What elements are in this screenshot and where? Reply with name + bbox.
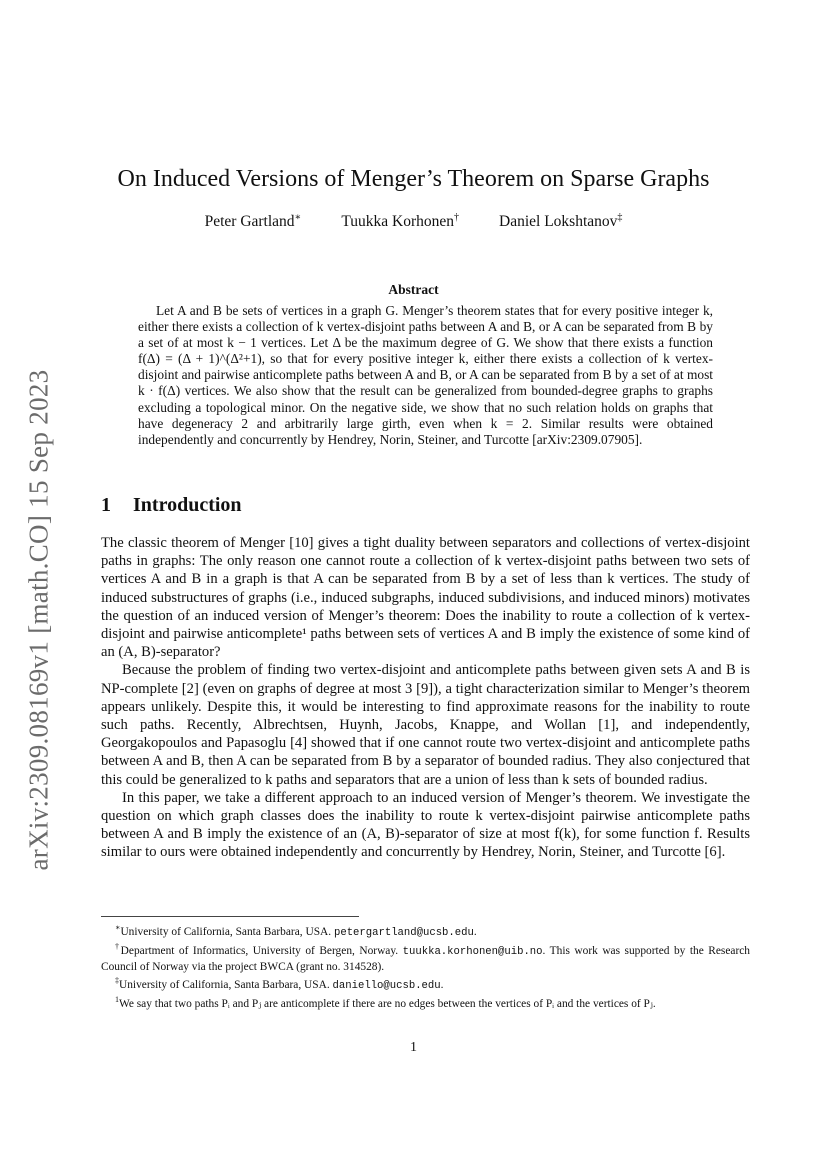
section-title: Introduction xyxy=(133,494,242,516)
section-number: 1 xyxy=(101,494,111,516)
section-heading xyxy=(101,494,242,517)
paper-title: On Induced Versions of Menger’s Theorem on Sparse Graphs xyxy=(117,166,710,192)
paragraph-2: Because the problem of finding two vertex-disjoint and anticomplete paths between given sets A and B is NP-complete [2] (even on graphs of degree at most 3 [9]), a tight characterization similar to Menger’s theorem appears unlikely. Despite this, it would be interesting to find approximate reasons for the inability to route such paths. Recently, Albrechtsen, Huynh, Jacobs, Knappe, and Wollan [1], and independently, Georgakopoulos and Papasoglu [4] showed that if one cannot route two vertex-disjoint and anticomplete paths between A and B, then A can be separated from B by a separator of bounded radius. They also conjectured that this could be generalized to k paths and separators that are a union of less than k sets of bounded radius. xyxy=(101,662,750,788)
email-link[interactable]: petergartland@ucsb.edu xyxy=(333,926,474,939)
footnote-2: †Department of Informatics, University of Bergen, Norway. tuukka.korhonen@uib.no. This work was supported by the Research Council of Norway via the project BWCA (grant no. 314528). xyxy=(101,942,750,973)
footnotes xyxy=(101,921,750,1012)
paragraph-1: The classic theorem of Menger [10] gives a tight duality between separators and collections of vertex-disjoint paths in graphs: The only reason one cannot route a collection of k vertex-disjoint paths between two sets of vertices A and B in a graph is that A can be separated from B by a set of less than k vertices. The study of induced substructures of graphs (i.e., induced subgraphs, induced subdivisions, and induced minors) motivates the question of an induced version of Menger’s theorem: Does the inability to route a collection of k vertex-disjoint and pairwise anticomplete¹ paths between sets of vertices A and B imply the existence of some kind of an (A, B)-separator? xyxy=(101,535,750,661)
email-link[interactable]: tuukka.korhonen@uib.no xyxy=(402,946,543,959)
abstract-text: Let A and B be sets of vertices in a graph G. Menger’s theorem states that for every positive integer k, either there exists a collection of k vertex-disjoint paths between A and B, or A can be separated from B by a set of at most k − 1 vertices. Let Δ be the maximum degree of G. We show that there exists a function f(Δ) = (Δ + 1)^(Δ²+1), so that for every positive integer k, either there exists a collection of k vertex-disjoint and pairwise anticomplete paths between A and B, or A can be separated from B by a set of at most k · f(Δ) vertices. We also show that the result can be generalized from bounded-degree graphs to graphs excluding a topological minor. On the negative side, we show that no such relation holds on graphs that have degeneracy 2 and arbitrarily large girth, even when k = 2. Similar results were obtained independently and concurrently by Hendrey, Norin, Steiner, and Turcotte [arXiv:2309.07905]. xyxy=(138,303,713,447)
body-text xyxy=(101,534,750,862)
arxiv-identifier: arXiv:2309.08169v1 [math.CO] 15 Sep 2023 xyxy=(23,369,54,871)
paragraph-3: In this paper, we take a different approach to an induced version of Menger’s theorem. We investigate the question on which graph classes does the inability to route k vertex-disjoint pairwise anticomplete paths between A and B imply the existence of an (A, B)-separator of size at most f(k), for some function f. Results similar to ours were obtained independently and concurrently by Hendrey, Norin, Steiner, and Turcotte [6]. xyxy=(101,789,750,861)
abstract-heading: Abstract xyxy=(388,282,439,297)
author-3: Daniel Lokshtanov‡ xyxy=(499,212,623,231)
arxiv-sidebar-stamp xyxy=(14,340,64,900)
email-link[interactable]: daniello@ucsb.edu xyxy=(332,979,441,992)
author-2: Tuukka Korhonen† xyxy=(341,212,460,231)
footnote-4: $^1$We say that two paths Pᵢ and Pⱼ are anticomplete if there are no edges between the vertices of Pᵢ and the vertices of Pⱼ. xyxy=(115,995,656,1011)
page-number: 1 xyxy=(410,1040,417,1055)
author-1: Peter Gartland∗ xyxy=(204,212,302,231)
footnote-3: ‡University of California, Santa Barbara, USA. daniello@ucsb.edu. xyxy=(115,976,444,992)
author-list xyxy=(0,212,827,231)
footnote-1: ∗University of California, Santa Barbara, USA. petergartland@ucsb.edu. xyxy=(115,923,477,939)
footnote-rule xyxy=(101,916,359,917)
